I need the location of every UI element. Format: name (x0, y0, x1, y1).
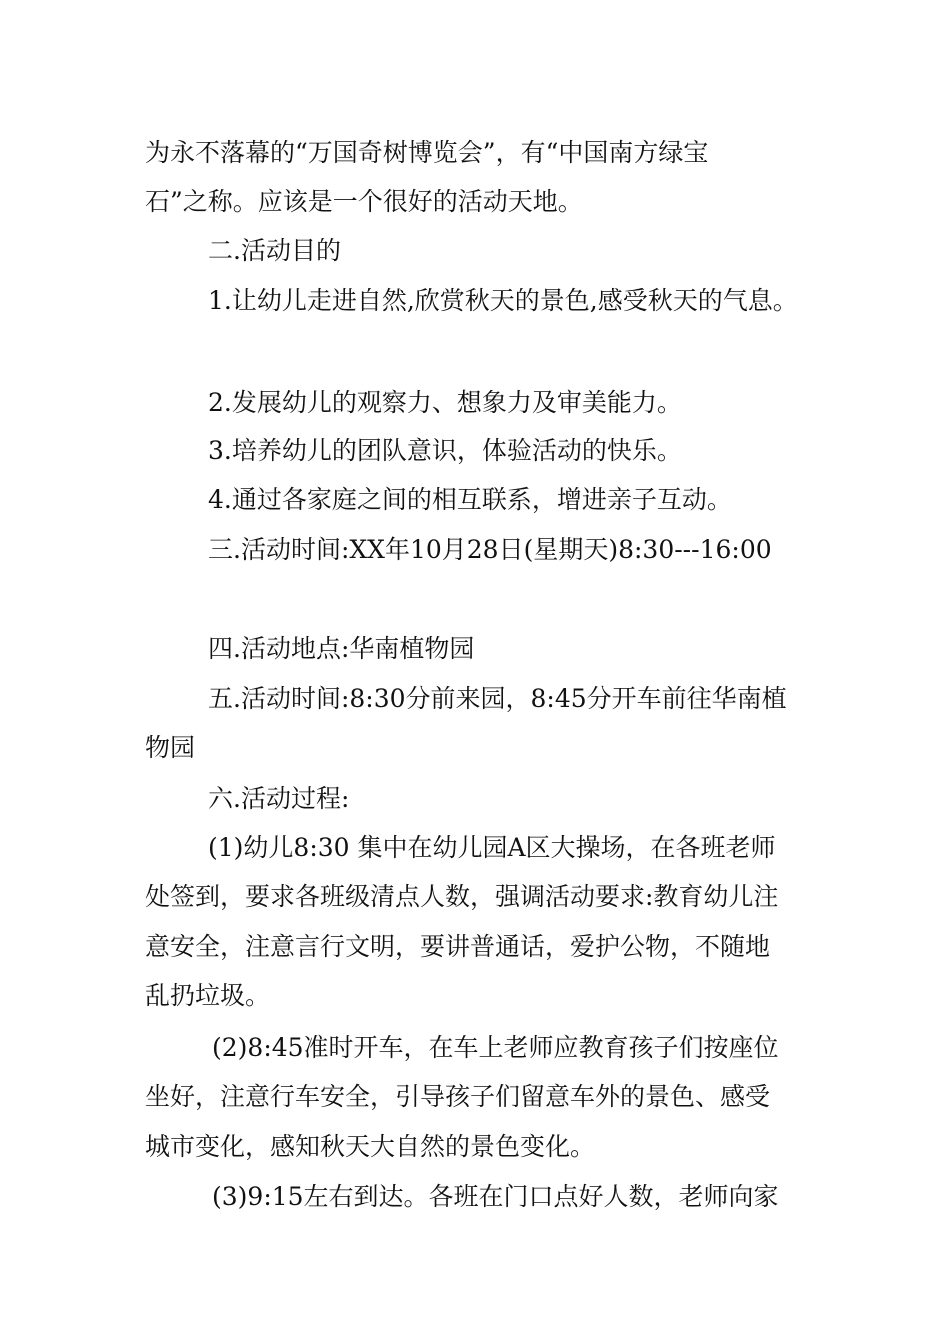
section-heading-purpose: 二.活动目的 (208, 236, 341, 265)
section-heading-schedule-cont: 物园 (145, 733, 196, 762)
paragraph-line-continued-intro-end: 石”之称。应该是一个很好的活动天地。 (145, 187, 583, 216)
purpose-item-3: 3.培养幼儿的团队意识，体验活动的快乐。 (208, 436, 682, 465)
process-step-1-line-1: (1)幼儿8:30 集中在幼儿园A区大操场，在各班老师 (208, 833, 776, 862)
paragraph-line-continued-intro: 为永不落幕的“万国奇树博览会”，有“中国南方绿宝 (145, 138, 709, 167)
section-heading-schedule: 五.活动时间:8:30分前来园，8:45分开车前往华南植 (208, 684, 787, 713)
purpose-item-4: 4.通过各家庭之间的相互联系，增进亲子互动。 (208, 485, 732, 514)
process-step-2-line-2: 坐好，注意行车安全，引导孩子们留意车外的景色、感受 (145, 1082, 771, 1111)
section-heading-time: 三.活动时间:XX年10月28日(星期天)8:30---16:00 (208, 535, 772, 564)
purpose-item-1: 1.让幼儿走进自然,欣赏秋天的景色,感受秋天的气息。 (208, 286, 798, 315)
process-step-2-line-3: 城市变化，感知秋天大自然的景色变化。 (145, 1132, 596, 1161)
section-heading-process: 六.活动过程: (208, 784, 350, 813)
section-heading-location: 四.活动地点:华南植物园 (208, 634, 475, 663)
process-step-2-line-1: (2)8:45准时开车，在车上老师应教育孩子们按座位 (212, 1033, 779, 1062)
process-step-1-line-3: 意安全，注意言行文明，要讲普通话，爱护公物，不随地 (145, 932, 771, 961)
purpose-item-2: 2.发展幼儿的观察力、想象力及审美能力。 (208, 388, 682, 417)
process-step-1-line-2: 处签到，要求各班级清点人数，强调活动要求:教育幼儿注 (145, 882, 779, 911)
process-step-3-line-1: (3)9:15左右到达。各班在门口点好人数，老师向家 (212, 1182, 779, 1211)
process-step-1-line-4: 乱扔垃圾。 (145, 981, 271, 1010)
